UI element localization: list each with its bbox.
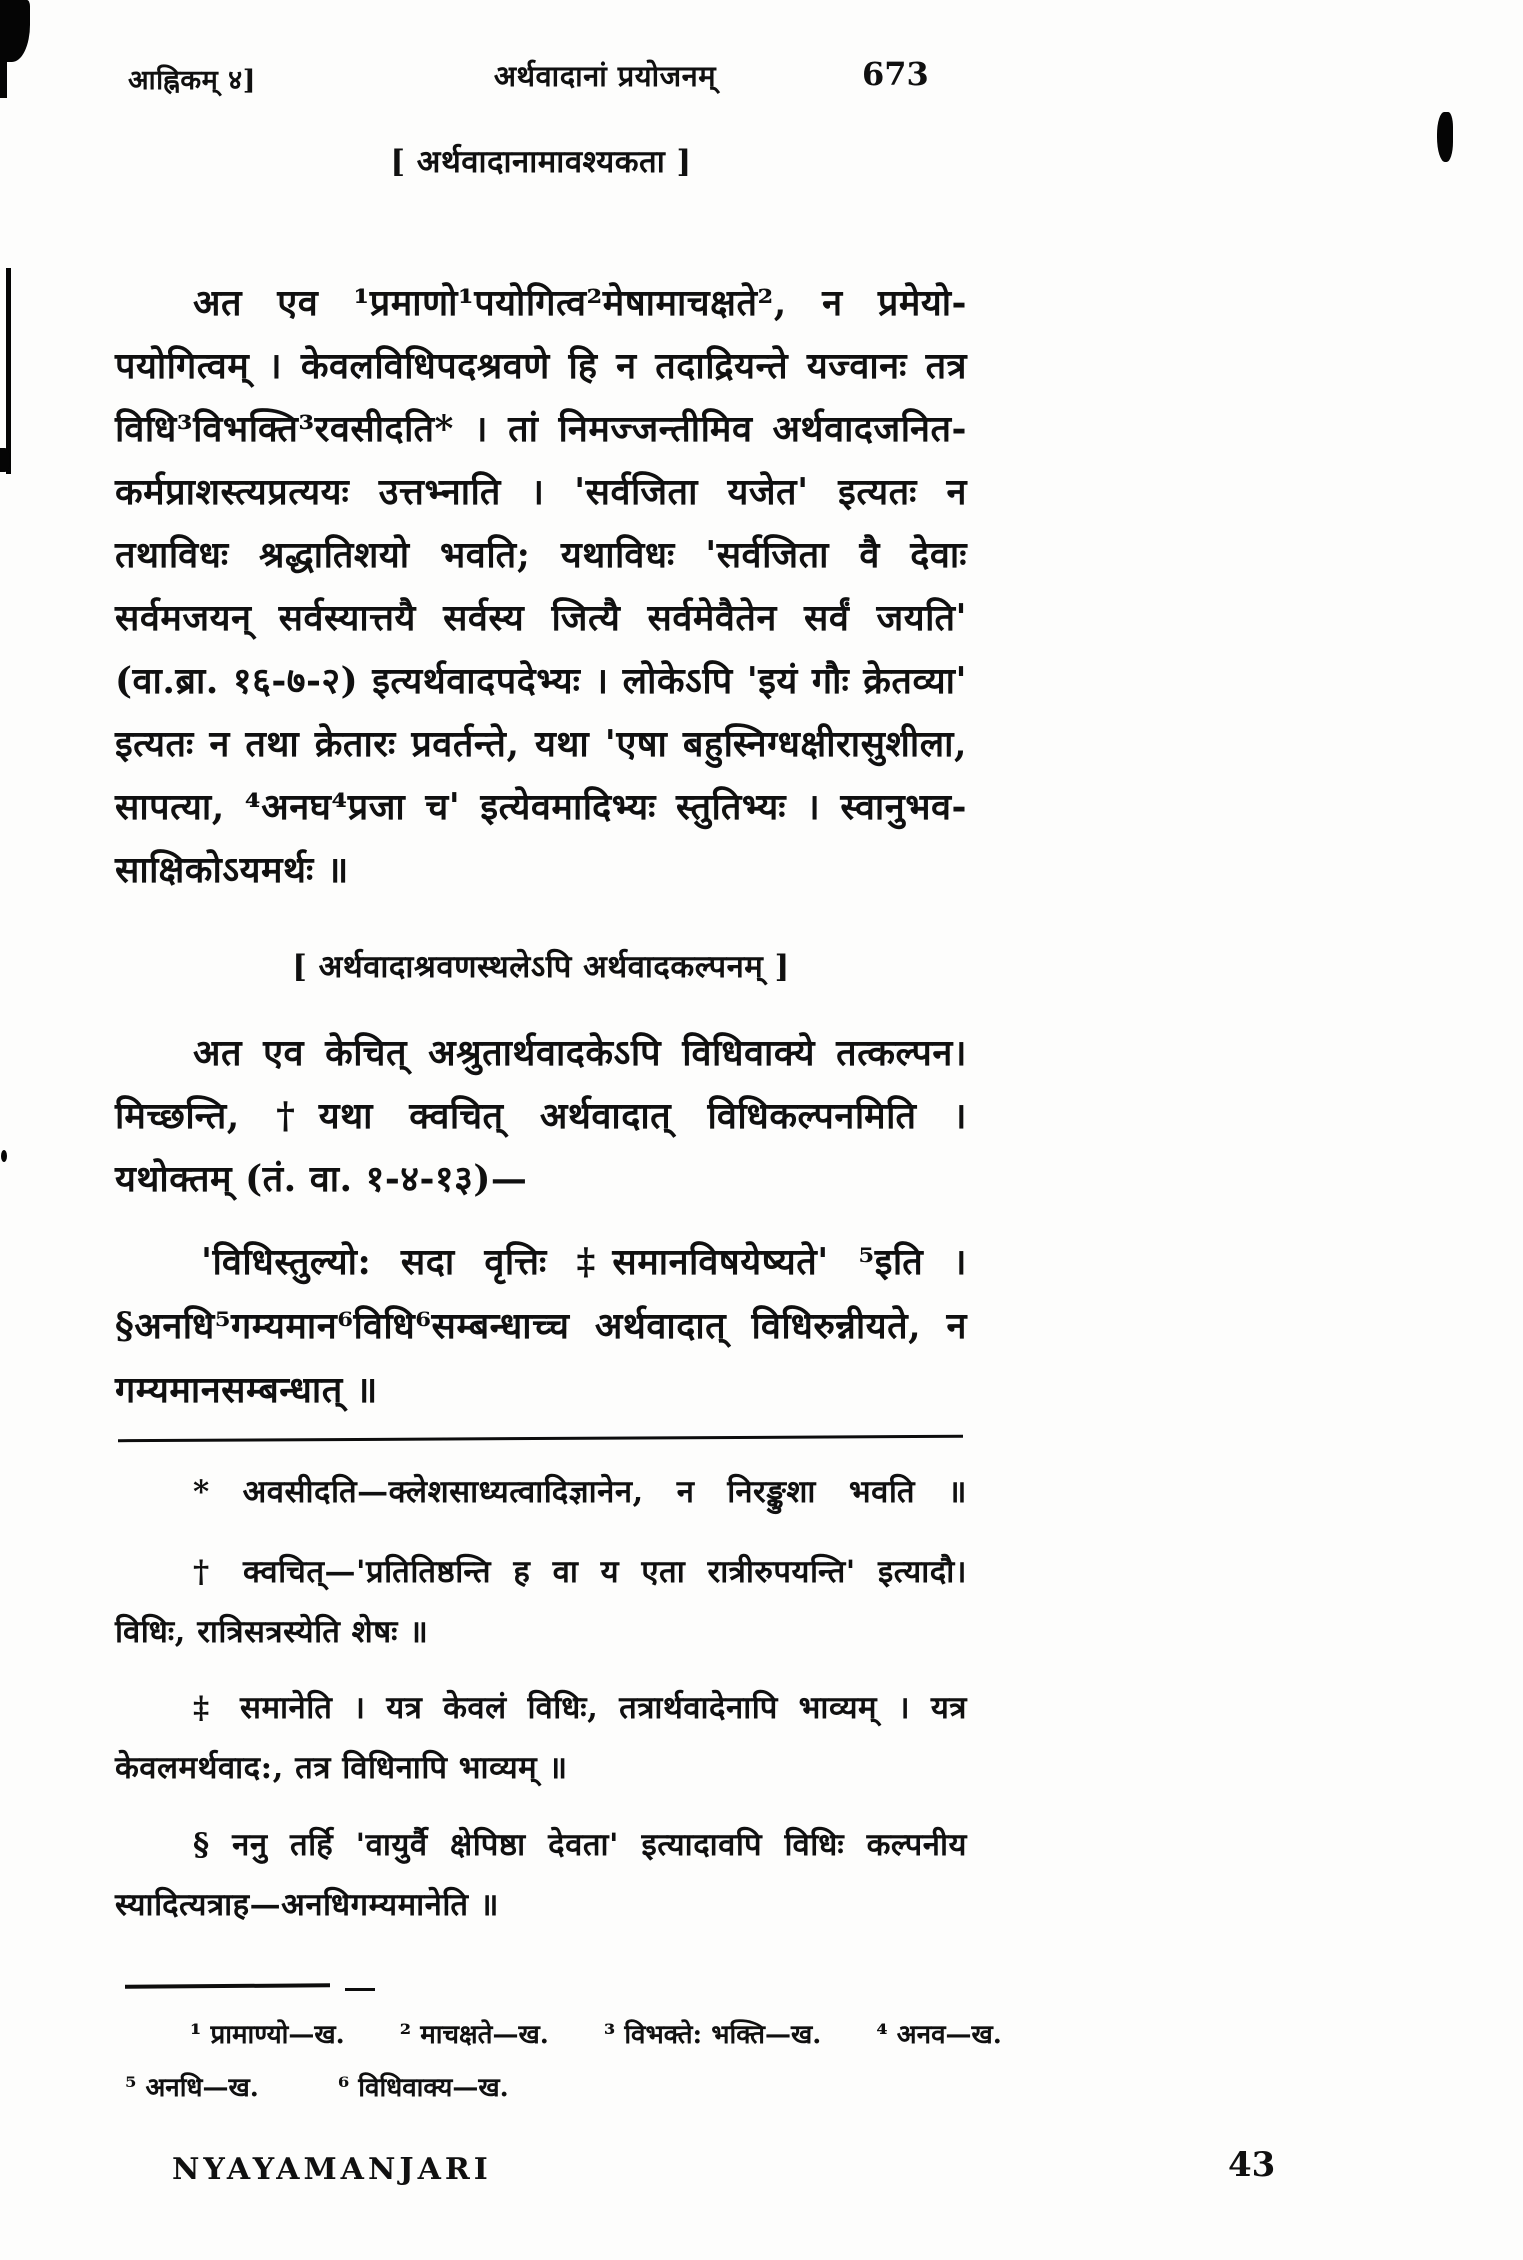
footnote-line: † क्वचित्—'प्रतितिष्ठन्ति ह वा य एता रात्रीरुपयन्ति' इत्यादौ। bbox=[193, 1554, 967, 1590]
verse-line: गम्यमानसम्बन्धात् ॥ bbox=[115, 1369, 378, 1411]
scan-blemish-left-dot bbox=[1, 1150, 7, 1162]
footnote-4 bbox=[115, 1815, 967, 1935]
footnote-3 bbox=[115, 1678, 967, 1798]
footnote-line: § ननु तर्हि 'वायुर्वै क्षेपिष्ठा देवता' इत्यादावपि विधिः कल्पनीय bbox=[193, 1827, 967, 1863]
section2-paragraph bbox=[115, 1022, 967, 1211]
paragraph-line: सर्वमजयन् सर्वस्यात्तयै सर्वस्य जित्यै सर्वमेवैतेन सर्वं जयति' bbox=[115, 597, 967, 639]
verse-line: 'विधिस्तुल्यो: सदा वृत्तिः ‡समानविषयेष्यते' ⁵इति । bbox=[201, 1241, 967, 1283]
variant-reading: ³ विभक्ते: भक्ति—ख. bbox=[603, 2020, 822, 2050]
section1-paragraph bbox=[115, 272, 967, 902]
footnote-line: ‡ समानेति । यत्र केवलं विधिः, तत्रार्थवादेनापि भाव्यम् । यत्र bbox=[193, 1690, 967, 1726]
variant-reading: ² माचक्षते—ख. bbox=[399, 2020, 549, 2050]
variant-reading: ⁵ अनधि—ख. bbox=[125, 2073, 259, 2103]
section1-heading: [ अर्थवादानामावश्यकता ] bbox=[390, 144, 692, 180]
paragraph-line: यथोक्तम् (तं. वा. १-४-१३)— bbox=[115, 1158, 528, 1200]
paragraph-line: तथाविधः श्रद्धातिशयो भवति; यथाविधः 'सर्वजिता वै देवाः bbox=[115, 534, 967, 576]
paragraph-line: इत्यतः न तथा क्रेतारः प्रवर्तन्ते, यथा 'एषा बहुस्निग्धक्षीरासुशीला, bbox=[115, 723, 967, 765]
variant-reading: ⁶ विधिवाक्य—ख. bbox=[337, 2073, 509, 2103]
footnote-2 bbox=[115, 1542, 967, 1662]
footnote-divider-rule bbox=[118, 1435, 963, 1442]
footnote-line: विधिः, रात्रिसत्रस्येति शेषः ॥ bbox=[115, 1614, 429, 1650]
paragraph-line: कर्मप्राशस्त्यप्रत्ययः उत्तभ्नाति । 'सर्वजिता यजेत' इत्यतः न bbox=[115, 471, 967, 513]
paragraph-line: मिच्छन्ति, †यथा क्वचित् अर्थवादात् विधिकल्पनमिति । bbox=[115, 1095, 967, 1137]
paragraph-line: (वा.ब्रा. १६-७-२) इत्यर्थवादपदेभ्यः । लोकेऽपि 'इयं गौः क्रेतव्या' bbox=[115, 660, 967, 702]
header-page-number: 673 bbox=[862, 55, 929, 93]
paragraph-line: साक्षिकोऽयमर्थः ॥ bbox=[115, 849, 349, 891]
scan-blemish-left-mark bbox=[0, 448, 10, 472]
header-chapter-label: आह्निकम् ४] bbox=[128, 65, 256, 96]
footnote-line: स्यादित्यत्राह—अनधिगम्यमानेति ॥ bbox=[115, 1887, 499, 1923]
paragraph-line: पयोगित्वम् । केवलविधिपदश्रवणे हि न तदाद्रियन्ते यज्वानः तत्र bbox=[115, 345, 967, 387]
variant-readings-row1 bbox=[190, 2015, 1340, 2051]
footer-book-title: NYAYAMANJARI bbox=[172, 2152, 492, 2187]
variant-reading: ¹ प्रामाण्यो—ख. bbox=[190, 2020, 345, 2050]
header-running-title: अर्थवादानां प्रयोजनम् bbox=[493, 59, 717, 93]
footnote-1 bbox=[115, 1462, 967, 1522]
footer-folio-number: 43 bbox=[1228, 2145, 1276, 2185]
footnote-line: * अवसीदति—क्लेशसाध्यत्वादिज्ञानेन, न निरङ्कुशा भवति ॥ bbox=[193, 1474, 967, 1510]
paragraph-line: अत एव केचित् अश्रुतार्थवादकेऽपि विधिवाक्ये तत्कल्पन। bbox=[193, 1032, 967, 1074]
paragraph-line: विधि³विभक्ति³रवसीदति* । तां निमज्जन्तीमिव अर्थवादजनित- bbox=[115, 408, 967, 450]
variant-reading: ⁴ अनव—ख. bbox=[876, 2020, 1002, 2050]
paragraph-line: अत एव ¹प्रमाणो¹पयोगित्व²मेषामाचक्षते², न प्रमेयो- bbox=[193, 282, 967, 324]
verse-line: §अनधि⁵गम्यमान⁶विधि⁶सम्बन्धाच्च अर्थवादात् विधिरुन्नीयते, न bbox=[115, 1305, 967, 1347]
variants-divider-rule bbox=[125, 1983, 330, 1988]
verse-block bbox=[115, 1230, 967, 1422]
scan-blemish-left-line bbox=[6, 268, 11, 474]
footnote-line: केवलमर्थवाद:, तत्र विधिनापि भाव्यम् ॥ bbox=[115, 1750, 568, 1786]
variants-divider-dash bbox=[345, 1988, 375, 1991]
variant-readings-row2 bbox=[125, 2068, 1025, 2104]
scan-blemish-top-right bbox=[1437, 112, 1453, 162]
paragraph-line: सापत्या, ⁴अनघ⁴प्रजा च' इत्येवमादिभ्यः स्तुतिभ्यः । स्वानुभव- bbox=[115, 786, 967, 828]
scan-blemish-left-strip bbox=[0, 0, 7, 98]
section2-heading: [ अर्थवादाश्रवणस्थलेऽपि अर्थवादकल्पनम् ] bbox=[292, 949, 790, 985]
